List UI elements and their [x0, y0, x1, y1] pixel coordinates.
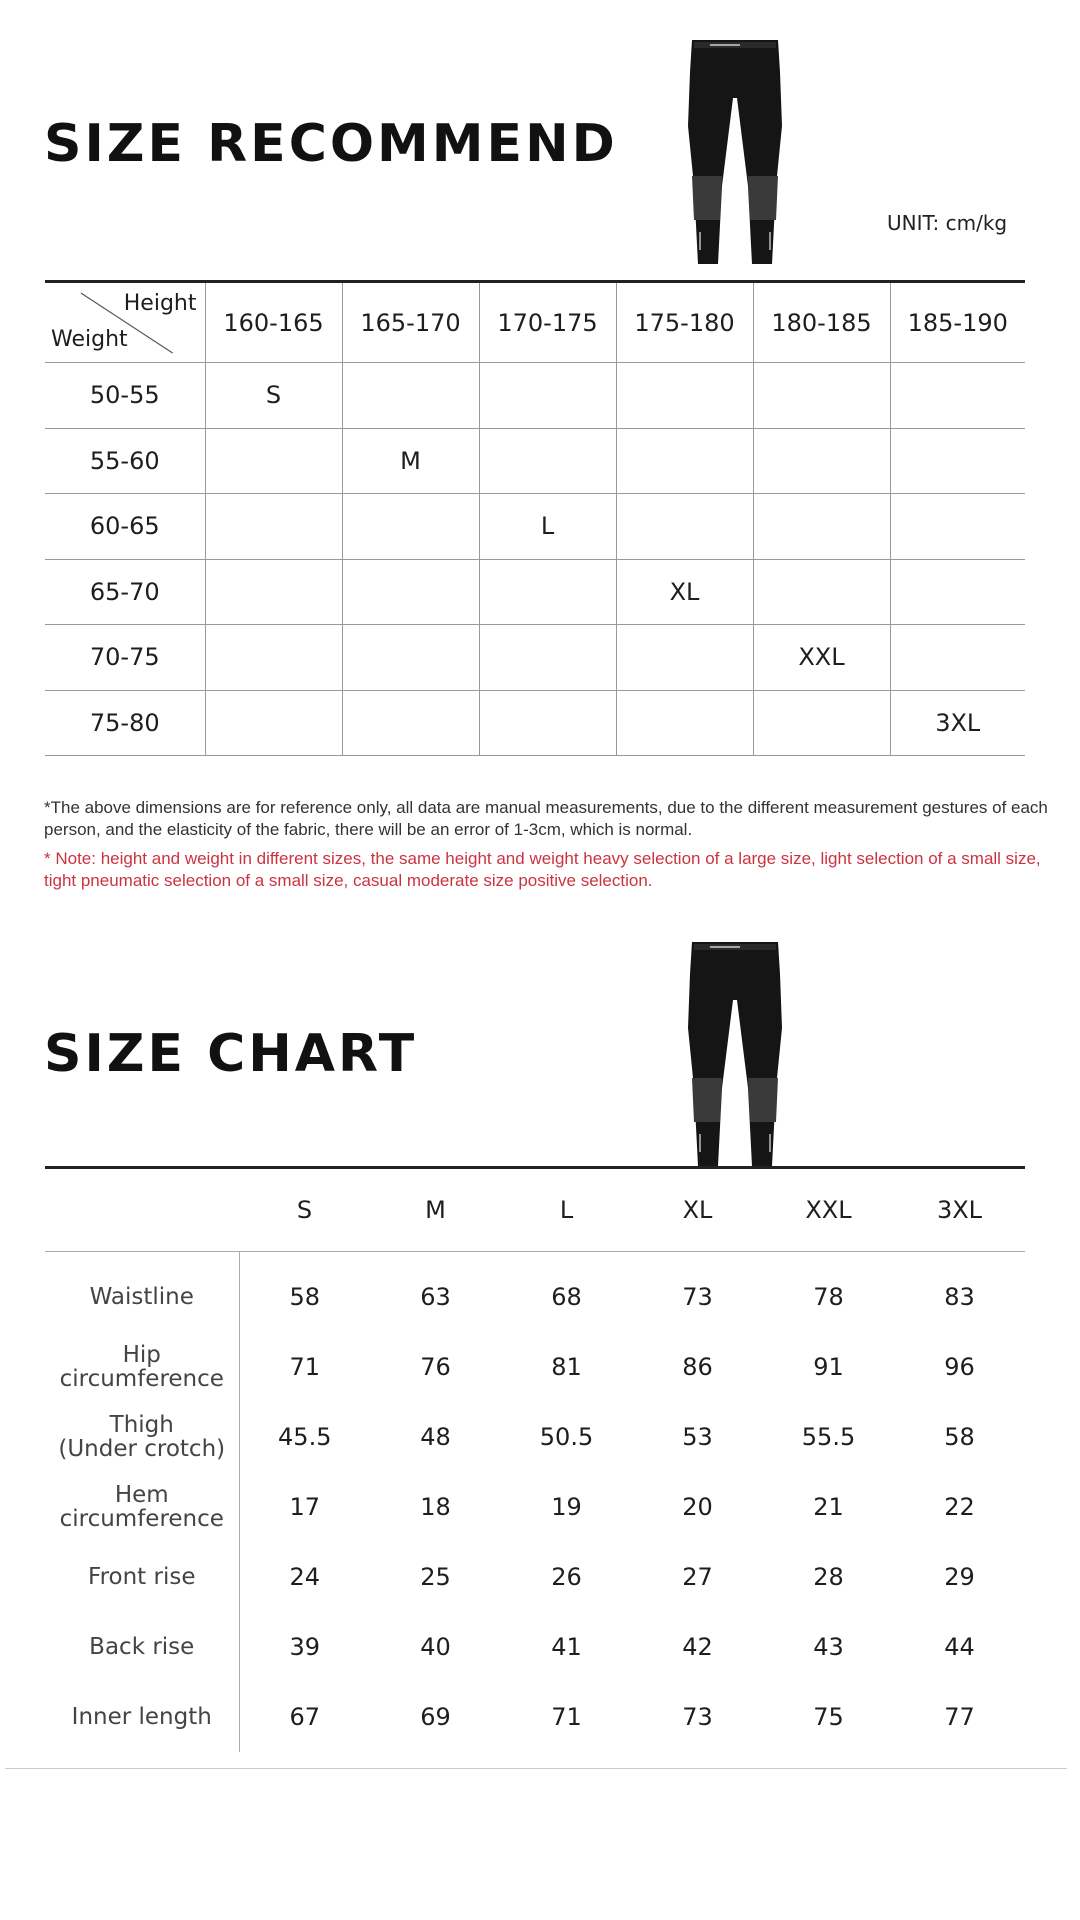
- size-recommend-title: SIZE RECOMMEND: [44, 114, 618, 174]
- measurement-value: 28: [813, 1563, 844, 1591]
- measurement-value: 39: [289, 1633, 321, 1661]
- size-cell: [753, 690, 890, 756]
- measurement-label-line1: Hip: [122, 1342, 161, 1368]
- size-cell: [479, 625, 616, 691]
- height-weight-corner: [45, 282, 205, 363]
- measurement-value: 24: [289, 1563, 321, 1591]
- size-recommend-table: [45, 280, 1025, 756]
- chart-header-row: [45, 1168, 1025, 1252]
- measurement-value: 21: [813, 1493, 844, 1521]
- size-cell: [479, 428, 616, 494]
- weight-range: 50-55: [45, 363, 205, 429]
- chart-bottom-divider: [5, 1768, 1067, 1769]
- measurement-value: 43: [813, 1633, 844, 1661]
- size-cell: [753, 428, 890, 494]
- height-range: 180-185: [753, 282, 890, 363]
- cycling-tights-icon: [670, 36, 800, 268]
- size-header: L: [501, 1168, 632, 1252]
- measurement-value: 73: [682, 1283, 713, 1311]
- measurement-label-line1: Front rise: [88, 1564, 196, 1590]
- measurement-value: 40: [420, 1633, 451, 1661]
- size-cell: [205, 428, 342, 494]
- measurement-value: 26: [551, 1563, 582, 1591]
- height-range: 170-175: [479, 282, 616, 363]
- size-cell: [890, 559, 1025, 625]
- size-cell: [205, 625, 342, 691]
- measurement-value: 58: [944, 1423, 975, 1451]
- size-cell: [753, 559, 890, 625]
- size-cell: 3XL: [890, 690, 1025, 756]
- size-cell: [890, 363, 1025, 429]
- size-cell: S: [205, 363, 342, 429]
- measurement-label: [45, 1332, 239, 1402]
- table-row: [45, 1682, 1025, 1752]
- measurement-value: 81: [551, 1353, 582, 1381]
- size-cell: [342, 363, 479, 429]
- unit-label: UNIT: cm/kg: [887, 211, 1008, 235]
- table-row: [45, 494, 1025, 560]
- size-header: XXL: [763, 1168, 894, 1252]
- measurement-value: 71: [551, 1703, 582, 1731]
- size-cell: [616, 625, 753, 691]
- size-cell: [205, 559, 342, 625]
- size-cell: L: [479, 494, 616, 560]
- size-selection-note: * Note: height and weight in different sizes, the same height and weight heavy selection of a large size, light selection of a small size, tight pneumatic selection of a small size, casual moderate size positive selection.: [44, 849, 1041, 890]
- measurement-value: 48: [420, 1423, 451, 1451]
- height-axis-label: Height: [123, 291, 197, 316]
- table-row: [45, 625, 1025, 691]
- size-cell: [342, 494, 479, 560]
- size-cell: [890, 625, 1025, 691]
- measurement-label-line1: Waistline: [89, 1284, 194, 1310]
- measurement-label-line1: Hem: [114, 1482, 169, 1508]
- measurement-label: [45, 1472, 239, 1542]
- measurement-value: 17: [289, 1493, 321, 1521]
- table-row: [45, 690, 1025, 756]
- measurement-label: [45, 1402, 239, 1472]
- measurement-disclaimer: *The above dimensions are for reference only, all data are manual measurements, due to the different measurement gestures of each person, and the elasticity of the fabric, there will be an error of 1-3cm, which is normal.: [44, 798, 1048, 839]
- measurement-label-line1: Inner length: [71, 1704, 212, 1730]
- measurement-label-line1: Thigh: [109, 1412, 174, 1438]
- size-header: M: [370, 1168, 501, 1252]
- table-row: [45, 363, 1025, 429]
- measurement-label: [45, 1682, 239, 1752]
- measurement-value: 78: [813, 1283, 844, 1311]
- measurement-value: 67: [289, 1703, 321, 1731]
- measurement-value: 96: [944, 1353, 975, 1381]
- size-cell: [342, 690, 479, 756]
- weight-range: 75-80: [45, 690, 205, 756]
- table-row: [45, 1252, 1025, 1333]
- recommend-header-row: [45, 282, 1025, 363]
- height-range: 175-180: [616, 282, 753, 363]
- size-cell: [342, 625, 479, 691]
- measurement-value: 42: [682, 1633, 713, 1661]
- size-chart-title: SIZE CHART: [44, 1024, 418, 1084]
- measurement-value: 91: [813, 1353, 844, 1381]
- size-cell: [616, 690, 753, 756]
- measurement-label-line2: circumference: [59, 1506, 224, 1532]
- size-cell: [479, 559, 616, 625]
- measurement-label: [45, 1612, 239, 1682]
- size-cell: [205, 690, 342, 756]
- size-cell: [342, 559, 479, 625]
- measurement-value: 69: [420, 1703, 451, 1731]
- measurement-value: 45.5: [278, 1423, 332, 1451]
- measurement-value: 50.5: [539, 1423, 594, 1451]
- measurement-value: 20: [682, 1493, 713, 1521]
- measurement-value: 41: [551, 1633, 582, 1661]
- measurement-label-line1: Back rise: [89, 1634, 195, 1660]
- weight-axis-label: Weight: [51, 327, 128, 352]
- measurement-value: 63: [420, 1283, 451, 1311]
- height-range: 160-165: [205, 282, 342, 363]
- measurement-value: 73: [682, 1703, 713, 1731]
- measurement-value: 55.5: [801, 1423, 856, 1451]
- size-cell: [479, 690, 616, 756]
- size-cell: XXL: [753, 625, 890, 691]
- table-row: [45, 1542, 1025, 1612]
- height-range: 185-190: [890, 282, 1025, 363]
- measurement-value: 77: [944, 1703, 975, 1731]
- empty-header-cell: [45, 1168, 239, 1252]
- measurement-label: [45, 1542, 239, 1612]
- measurement-value: 19: [551, 1493, 582, 1521]
- measurement-value: 18: [420, 1493, 451, 1521]
- measurement-value: 22: [944, 1493, 975, 1521]
- measurement-value: 76: [420, 1353, 451, 1381]
- measurement-value: 29: [944, 1563, 975, 1591]
- table-row: [45, 428, 1025, 494]
- weight-range: 55-60: [45, 428, 205, 494]
- table-row: [45, 559, 1025, 625]
- measurement-label-line2: circumference: [59, 1366, 224, 1392]
- size-header: S: [239, 1168, 370, 1252]
- cycling-tights-icon: [670, 938, 800, 1170]
- measurement-value: 68: [551, 1283, 582, 1311]
- table-row: [45, 1612, 1025, 1682]
- table-row: [45, 1402, 1025, 1472]
- size-cell: XL: [616, 559, 753, 625]
- size-cell: [205, 494, 342, 560]
- weight-range: 70-75: [45, 625, 205, 691]
- size-cell: [890, 494, 1025, 560]
- measurement-value: 44: [944, 1633, 975, 1661]
- measurement-label-line2: (Under crotch): [58, 1436, 226, 1462]
- measurement-value: 25: [420, 1563, 451, 1591]
- size-cell: [753, 363, 890, 429]
- measurement-value: 71: [289, 1353, 321, 1381]
- height-range: 165-170: [342, 282, 479, 363]
- size-cell: [890, 428, 1025, 494]
- size-cell: [616, 363, 753, 429]
- measurement-value: 58: [289, 1283, 321, 1311]
- measurement-value: 75: [813, 1703, 844, 1731]
- measurement-value: 83: [944, 1283, 975, 1311]
- weight-range: 65-70: [45, 559, 205, 625]
- size-cell: [616, 494, 753, 560]
- measurement-label: [45, 1252, 239, 1333]
- size-chart-table: [45, 1166, 1025, 1752]
- size-cell: M: [342, 428, 479, 494]
- measurement-value: 27: [682, 1563, 713, 1591]
- size-cell: [753, 494, 890, 560]
- table-row: [45, 1472, 1025, 1542]
- measurement-value: 53: [682, 1423, 713, 1451]
- size-header: XL: [632, 1168, 763, 1252]
- weight-range: 60-65: [45, 494, 205, 560]
- size-header: 3XL: [894, 1168, 1025, 1252]
- size-cell: [616, 428, 753, 494]
- measurement-value: 86: [682, 1353, 713, 1381]
- size-cell: [479, 363, 616, 429]
- table-row: [45, 1332, 1025, 1402]
